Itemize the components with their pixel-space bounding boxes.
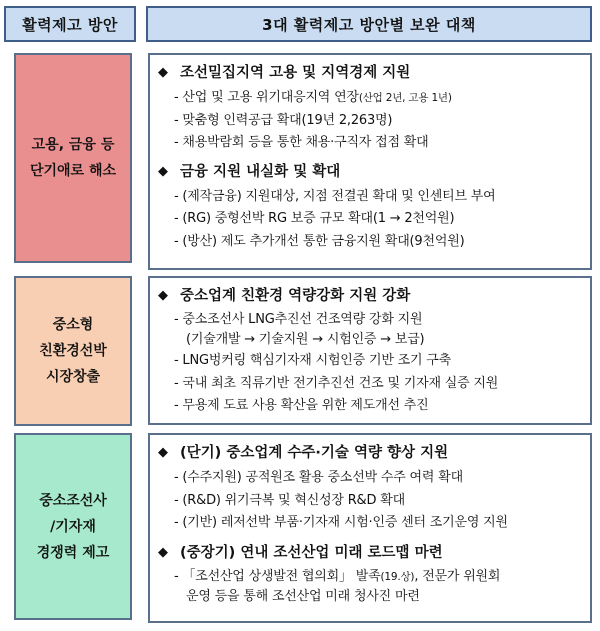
list-item: - 채용박람회 등을 통한 채용·구직자 접점 확대	[174, 135, 429, 150]
list-item: - 산업 및 고용 위기대응지역 연장(산업 2년, 고용 1년)	[174, 90, 452, 105]
category-line: 중소조선사	[39, 492, 107, 509]
list-item: - (방산) 제도 추가개선 통한 금융지원 확대(9천억원)	[174, 233, 465, 249]
measures-box-3	[148, 433, 592, 623]
diamond-bullet-icon: ◆	[158, 288, 168, 303]
list-item: - 국내 최초 직류기반 전기추진선 건조 및 기자재 실증 지원	[174, 375, 499, 391]
list-item: (기술개발 → 기술지원 → 시험인증 → 보급)	[186, 332, 425, 347]
measures-box-2	[148, 276, 592, 425]
list-item: - 중소조선사 LNG추진선 건조역량 강화 지원	[174, 312, 423, 327]
category-line: /기자재	[50, 518, 96, 535]
list-item: - (기반) 레저선박 부품·기자재 시험·인증 센터 조기운영 지원	[174, 515, 508, 530]
list-item: 운영 등을 통해 조선산업 미래 청사진 마련	[186, 588, 420, 604]
list-item: - 「조선산업 상생발전 협의회」 발족(19.상), 전문가 위원회	[174, 568, 501, 584]
category-line: 시장창출	[45, 369, 101, 385]
list-item: - (R&D) 위기극복 및 혁신성장 R&D 확대	[174, 492, 405, 508]
category-eco-ship-market	[14, 276, 132, 426]
list-item: - 무용제 도료 사용 확산을 위한 제도개선 추진	[174, 398, 429, 413]
category-line: 고용, 금융 등	[31, 137, 115, 153]
section-heading: ◆ (중장기) 연내 조선산업 미래 로드맵 마련	[158, 539, 590, 567]
list-item: - LNG벙커링 핵심기자재 시험인증 기반 조기 구축	[174, 353, 451, 368]
section-heading: ◆ (단기) 중소업계 수주·기술 역량 향상 지원	[158, 439, 590, 467]
section-heading: ◆ 조선밀집지역 고용 및 지역경제 지원	[158, 59, 590, 87]
list-item: - (제작금융) 지원대상, 지점 전결권 확대 및 인센티브 부여	[174, 188, 496, 204]
list-item: - 맞춤형 인력공급 확대(19년 2,263명)	[174, 112, 393, 128]
header-method: 활력제고 방안	[4, 6, 136, 42]
list-item: - (수주지원) 공적원조 활용 중소선박 수주 여력 확대	[174, 470, 463, 485]
diamond-bullet-icon: ◆	[158, 163, 168, 179]
diamond-bullet-icon: ◆	[158, 65, 168, 80]
category-line: 중소형	[52, 317, 94, 333]
category-line: 친환경선박	[39, 343, 107, 359]
category-line: 경쟁력 제고	[36, 544, 110, 561]
category-line: 단기애로 해소	[29, 163, 117, 179]
section-heading: ◆ 중소업계 친환경 역량강화 지원 강화	[158, 282, 590, 310]
list-item: - (RG) 중형선박 RG 보증 규모 확대(1 → 2천억원)	[174, 211, 455, 226]
diamond-bullet-icon: ◆	[158, 544, 168, 560]
measures-box-1	[148, 53, 592, 270]
category-short-term-relief	[14, 53, 132, 263]
section-heading: ◆ 금융 지원 내실화 및 확대	[158, 158, 590, 186]
category-sme-competitiveness	[14, 433, 132, 620]
header-measures: 3대 활력제고 방안별 보완 대책	[146, 6, 592, 42]
diamond-bullet-icon: ◆	[158, 445, 168, 460]
